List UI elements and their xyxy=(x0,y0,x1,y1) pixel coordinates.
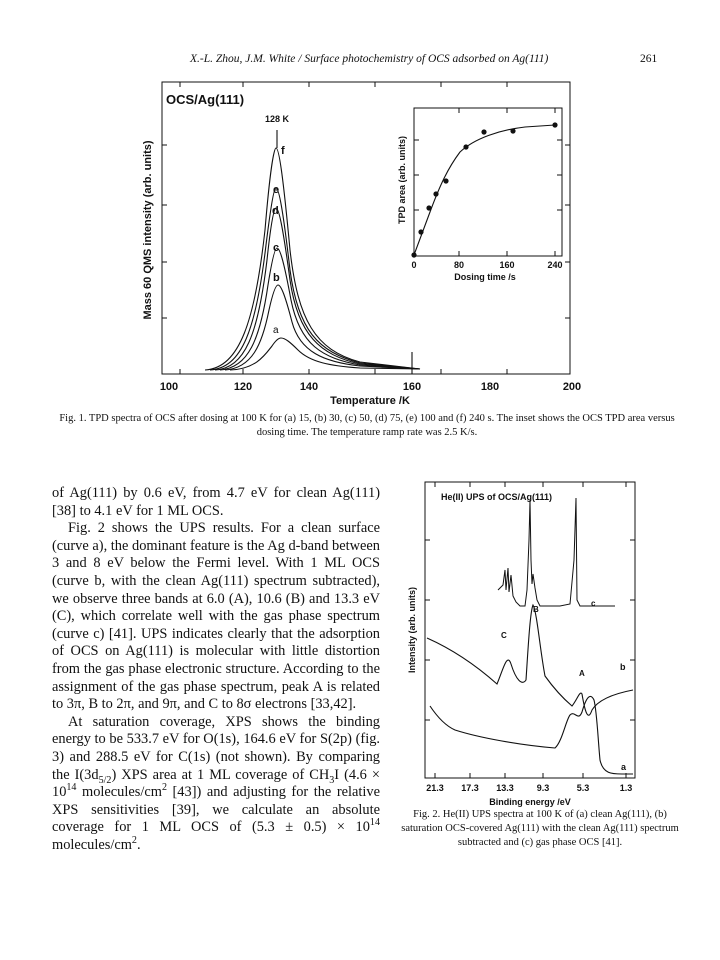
ups-curve-c xyxy=(498,498,615,606)
paragraph-3: At saturation coverage, XPS shows the binding energy to be 533.7 eV for O(1s), 164.6 eV for S(2p) (fig. 3) and 288.5 eV for C(1s) (not shown). By comparing the $I(3d_{5/2})$ XPS area at 1 ML coverage of $CH_3I$ ($4.6 \times 10^{14}$ molecules/$cm^2$ [43]) and adjusting for the relative XPS sensitivities [39], we calculate an absolute coverage for 1 ML OCS of $(5.3 \pm 0.5) \times 10^{14}$ molecules/$cm^2$. xyxy=(52,713,381,853)
running-title: X.-L. Zhou, J.M. White / Surface photochemistry of OCS adsorbed on Ag(111) xyxy=(190,53,549,65)
fig1-xtick: 140 xyxy=(299,381,319,393)
fig1-curve-label-d: d xyxy=(272,205,279,217)
figure-1-caption: Fig. 1. TPD spectra of OCS after dosing at 100 K for (a) 15, (b) 30, (c) 50, (d) 75, (e) 100 and (f) 240 s. The inset shows the OCS TPD area versus dosing time. The temperature ramp rate was 2.5 K/s. xyxy=(59,413,675,438)
inset-xtick: 160 xyxy=(499,260,515,270)
fig1-xtick: 160 xyxy=(402,381,422,393)
fig2-xtick: 1.3 xyxy=(619,783,633,793)
fig1-xtick: 180 xyxy=(480,381,500,393)
fig2-xlabel: Binding energy /eV xyxy=(489,797,571,807)
fig1-peak-label: 128 K xyxy=(265,114,290,124)
page-number: 261 xyxy=(640,53,658,65)
fig2-peak-label-C: C xyxy=(501,631,507,640)
fig1-curve-label-c: c xyxy=(273,242,280,254)
fig1-xtick: 120 xyxy=(233,381,253,393)
fig1-curve-label-b: b xyxy=(273,272,280,284)
fig2-curve-label-c: c xyxy=(591,599,596,608)
fig2-curve-label-b: b xyxy=(620,662,626,672)
fig2-ylabel: Intensity (arb. units) xyxy=(407,586,417,674)
fig2-xtick: 21.3 xyxy=(426,783,444,793)
paragraph-1: of Ag(111) by 0.6 eV, from 4.7 eV for clean Ag(111) [38] to 4.1 eV for 1 ML OCS. xyxy=(52,485,380,519)
ups-curve-a xyxy=(430,696,633,774)
fig1-xtick: 100 xyxy=(159,381,179,393)
fig1-curve-label-a: a xyxy=(273,325,279,336)
inset-xtick: 240 xyxy=(547,260,563,270)
fig2-panel-label: He(II) UPS of OCS/Ag(111) xyxy=(441,492,553,502)
inset-xtick: 0 xyxy=(411,260,417,270)
ups-curve-b xyxy=(427,605,633,715)
fig1-xlabel: Temperature /K xyxy=(330,395,410,407)
fig1-curve-label-e: e xyxy=(273,184,280,196)
fig1-panel-label: OCS/Ag(111) xyxy=(166,92,245,107)
fig2-peak-label-A: A xyxy=(579,669,585,678)
fig1-xtick: 200 xyxy=(562,381,582,393)
fig2-xtick: 5.3 xyxy=(576,783,590,793)
inset-xtick: 80 xyxy=(453,260,465,270)
fig1-ylabel: Mass 60 QMS intensity (arb. units) xyxy=(142,140,154,320)
fig2-xtick: 9.3 xyxy=(536,783,550,793)
inset-xlabel: Dosing time /s xyxy=(454,272,516,282)
inset-ylabel: TPD area (arb. units) xyxy=(397,135,407,225)
fig2-xtick: 17.3 xyxy=(461,783,479,793)
fig2-peak-label-B-gas: B xyxy=(533,605,539,614)
paragraph-2: Fig. 2 shows the UPS results. For a clean surface (curve a), the dominant feature is the Ag d-band between 3 and 8 eV below the Fermi level. With 1 ML OCS (curve b, with the clean Ag(111) spectrum subtracted), we observe three bands at 6.0 (A), 10.6 (B) and 13.3 eV (C), which correlate well with the gas phase spectrum (curve c) [41]. UPS indicates clearly that the adsorption of OCS on Ag(111) is molecular with little distortion from the gas phase electronic structure. According to the assignment of the gas phase spectrum, peak A is related to 3π, B to 2π, and 9π, and C to 8σ electrons [33,42]. xyxy=(52,520,380,713)
fig2-xticks xyxy=(426,783,632,793)
fig2-xtick: 13.3 xyxy=(496,783,514,793)
figure-2-caption: Fig. 2. He(II) UPS spectra at 100 K of (a) clean Ag(111), (b) saturation OCS-covered Ag(111) with the clean Ag(111) spectrum subtracted and (c) gas phase OCS [41]. xyxy=(401,809,679,848)
fig1-curve-label-f: f xyxy=(281,145,285,157)
fig2-curve-label-a: a xyxy=(621,762,627,772)
